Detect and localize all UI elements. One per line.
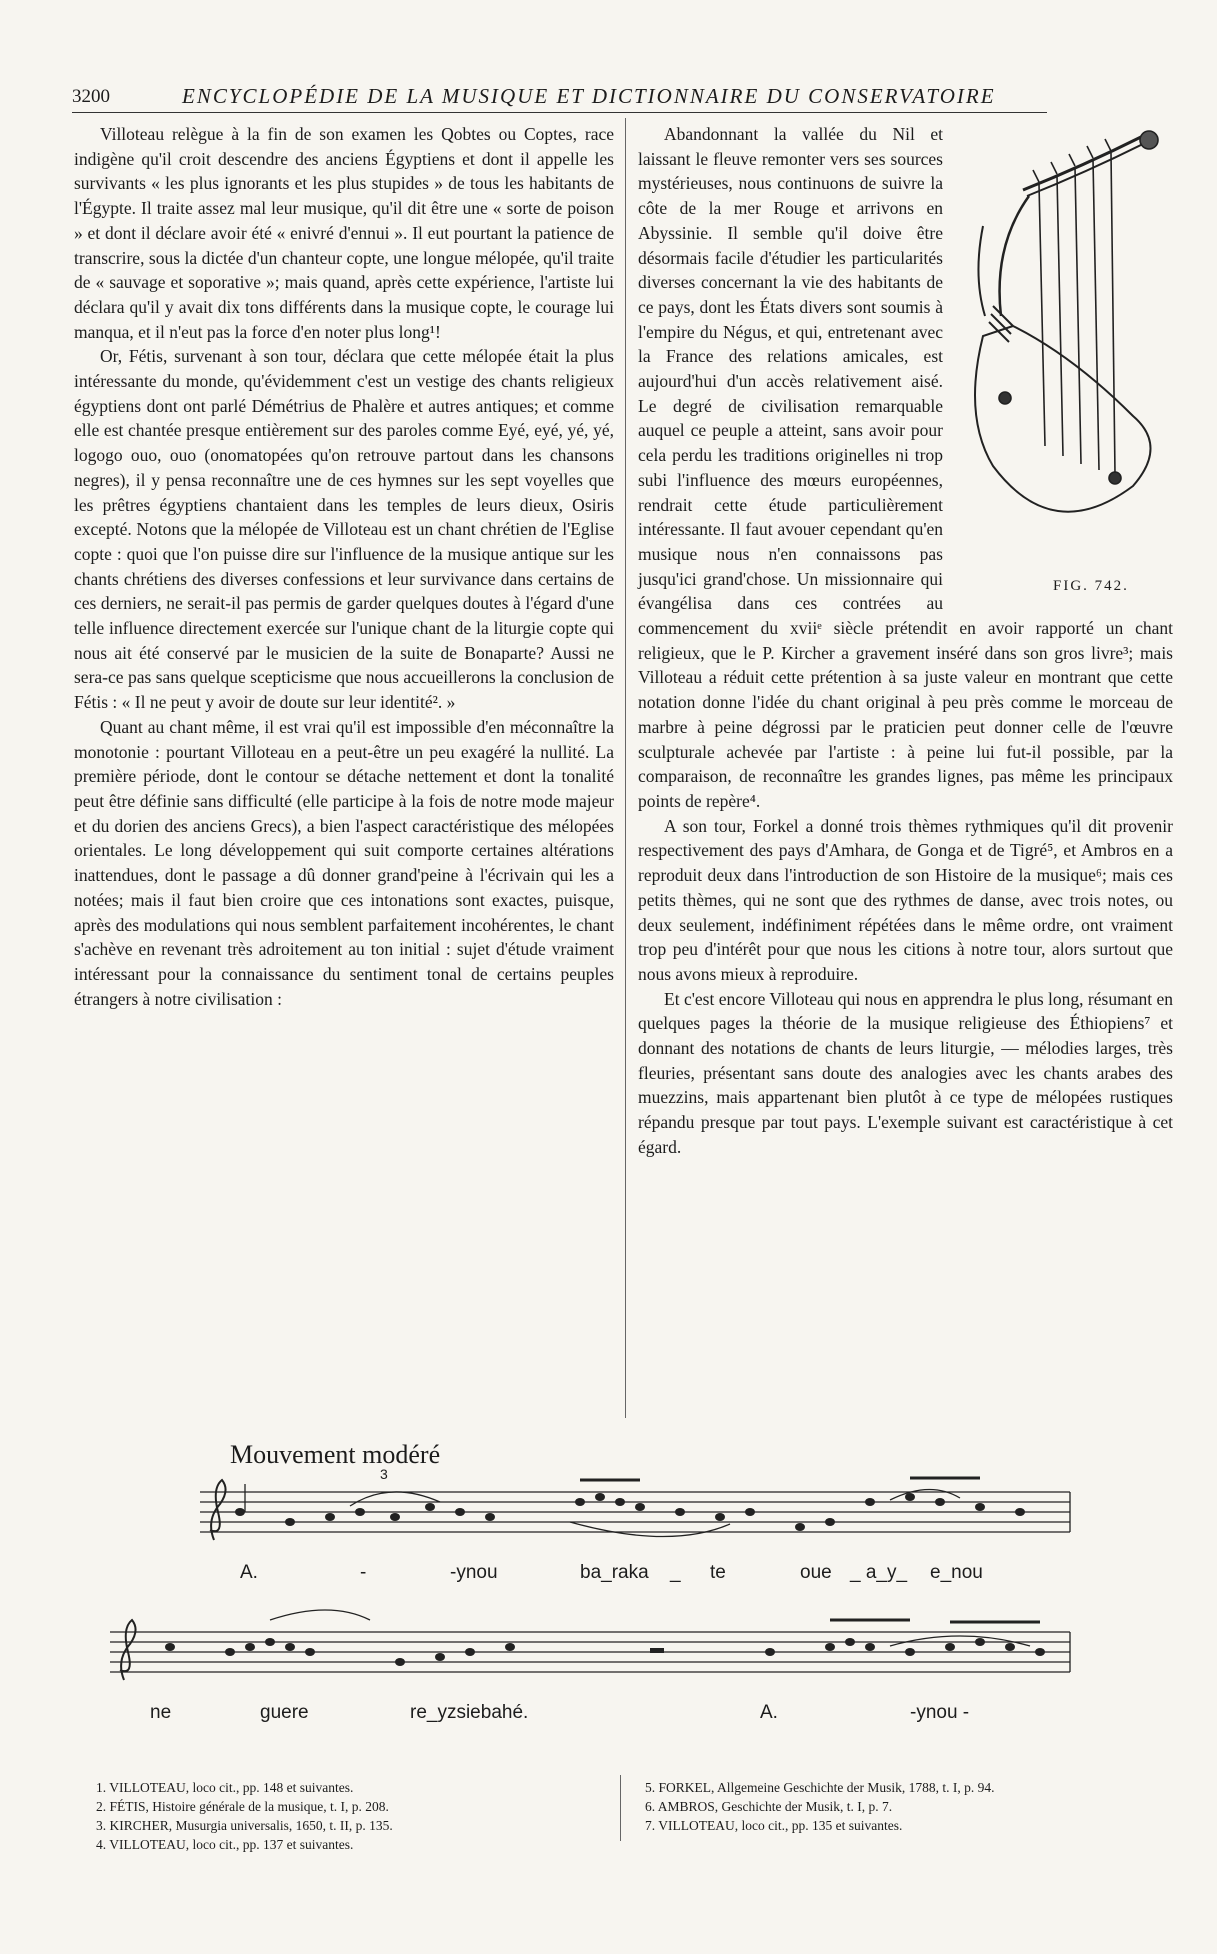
paragraph: Abandonnant la vallée du Nil et laissant le fleuve remonter vers ses sources mystérieuses, nous continuons de suivre la côte de la mer Rouge et arrivons en Abyssinie. Il semble qu'il doive être désormais facile d'étudier les particularités diverses concernant la vie des habitants de ce pays, dont les États divers sont soumis à l'empire du Négus, et qui, entretenant avec la France des relations amicales, est aujourd'hui d'un accès relativement aisé. Le degré de civilisation remarquable auquel ce peuple a atteint, sans avoir pour cela perdu les traditions originelles ni trop subi l'influence des mœurs européennes, rendrait cette étude particulièrement intéressante. Il faut avouer cependant qu'en musique nous n'en connaissons pas jusqu'ici grand'chose. Un missionnaire qui évangélisa dans ces contrées au commencement du xviiᵉ siècle prétendit en avoir rapporté un chant religieux, que le P. Kircher a gravement inséré dans son gros livre³; mais Villoteau a réduit cette prétention à sa juste valeur en montrant que cette notation donne l'idée du chant original à peu près comme le morceau de marbre à peine dégrossi par le praticien peut donner celle de l'œuvre sculpturale achevée par l'artiste : à peine lui fut-il possible, par la comparaison, de reconnaître les grandes lignes, pas même les principaux points de repère⁴. <box>638 124 1173 811</box>
footnote: 5. FORKEL, Allgemeine Geschichte der Musik, 1788, t. I, p. 94. <box>645 1780 995 1795</box>
page-number: 3200 <box>72 86 110 107</box>
music-staff-illustration <box>110 1440 1110 1740</box>
figure-lyre <box>953 126 1173 610</box>
lyric: re_yzsiebahé. <box>410 1702 529 1723</box>
lyric: _ <box>670 1562 681 1583</box>
lyric: guere <box>260 1702 309 1723</box>
running-title: ENCYCLOPÉDIE DE LA MUSIQUE ET DICTIONNAIRE DU CONSERVATOIRE <box>182 84 996 108</box>
tempo-marking: Mouvement modéré <box>230 1440 441 1469</box>
lyric: -ynou - <box>910 1702 970 1723</box>
lyric: -ynou <box>450 1562 498 1583</box>
footnote: 3. KIRCHER, Musurgia universalis, 1650, t. II, p. 135. <box>96 1818 393 1833</box>
lyric: te <box>710 1562 726 1583</box>
paragraph: Et c'est encore Villoteau qui nous en apprendra le plus long, résumant en quelques pages la théorie de la musique religieuse des Éthiopiens⁷ et donnant des notations de chants de leurs liturgie, — mélodies larges, très fleuries, présentant sans doute des analogies avec les chants arabes des muezzins, mais appartenant bien plutôt à ce type de mélopées rustiques répandu presque par tout pays. L'exemple suivant est caractéristique à cet égard. <box>638 988 1173 1157</box>
column-divider <box>625 118 626 1418</box>
footnote: 6. AMBROS, Geschichte der Musik, t. I, p. 7. <box>645 1799 893 1814</box>
lyric: A. <box>240 1562 258 1583</box>
lyric: A. <box>760 1702 778 1723</box>
right-column <box>638 122 1173 1160</box>
lyre-illustration-icon <box>953 126 1173 566</box>
paragraph: Quant au chant même, il est vrai qu'il est impossible d'en méconnaître la monotonie : pourtant Villoteau en a peut-être un peu exagéré la nullité. La première période, dont le contour se détache nettement et dont la tonalité peut être définie sans difficulté (elle participe à la fois de notre mode majeur et du dorien des anciens Grecs), a bien l'aspect caractéristique des mélopées orientales. Le long développement qui suit comporte certaines altérations inattendues, dont le passage a dû donner grand'peine à l'écrivain qui les a notées; mais il faut bien croire que ces intonations sont exactes, puisque, après des modulations qui nous semblent parfaitement incohérentes, le chant s'achève en revenant très adroitement au ton initial : sujet d'étude vraiment intéressant pour la connaissance du sentiment tonal de certains peuples étrangers à notre civilisation : <box>74 716 614 1009</box>
header-rule <box>72 112 1047 113</box>
paragraph: Villoteau relègue à la fin de son examen les Qobtes ou Coptes, race indigène qu'il croit descendre des anciens Égyptiens et dont il appelle les survivants « les plus ignorants et les plus stupides » de tous les habitants de l'Égypte. Il traite assez mal leur musique, qu'il dit être une « sorte de poison » et dont il déclare avoir été « enivré d'ennui ». Il eut pourtant la patience de transcrire, sous la dictée d'un chanteur copte, une longue mélopée, qu'il traite de « sauvage et soporative »; mais quand, après cette expérience, l'artiste lui déclara qu'il y avait dix tons différents dans la musique copte, le courage lui manqua, et il n'eut pas la force d'en noter plus long¹! <box>74 124 614 342</box>
left-column <box>74 122 614 1011</box>
lyric: _ a_y_ <box>850 1562 908 1583</box>
lyric: oue <box>800 1562 832 1583</box>
page-header <box>72 84 1052 114</box>
paragraph: Or, Fétis, survenant à son tour, déclara que cette mélopée était la plus intéressante du monde, qu'évidemment c'est un vestige des chants religieux égyptiens dont ont parlé Démétrius de Phalère et autres antiques; et comme elle est chantée presque entièrement sur des paroles comme Eyé, eyé, yé, yé, logogo ouo, ouo (onomatopées qu'on retrouve partout dans les chansons negres), il y pensa reconnaître une de ces hymnes sur les sept voyelles que les prêtres égyptiens chantaient dans les temples de leurs dieux, Osiris excepté. Notons que la mélopée de Villoteau est un chant chrétien de l'Eglise copte : quoi que l'on puisse dire sur l'influence de la musique antique sur les chants chrétiens des diverses confessions et leur survivance dans certains de ces derniers, ne serait-il pas permis de garder quelques doutes à l'égard d'une telle influence directement exercée sur l'unique chant de la liturgie copte qui nous ait été conservé par le musicien de la suite de Bonaparte? Aussi ne sera-ce pas sans quelque scepticisme que nous accueillerons la conclusion de Fétis : « Il ne peut y avoir de doute sur leur identité². » <box>74 346 614 713</box>
figure-caption: FIG. 742. <box>1053 578 1129 594</box>
lyric: ba_raka <box>580 1562 649 1583</box>
footnote: 2. FÉTIS, Histoire générale de la musique, t. I, p. 208. <box>96 1799 389 1814</box>
lyric: e_nou <box>930 1562 983 1583</box>
footnote: 1. VILLOTEAU, loco cit., pp. 148 et suivantes. <box>96 1780 354 1795</box>
lyric: ne <box>150 1702 172 1723</box>
footnote: 4. VILLOTEAU, loco cit., pp. 137 et suivantes. <box>96 1837 354 1852</box>
footnote-divider <box>620 1775 621 1841</box>
paragraph: A son tour, Forkel a donné trois thèmes rythmiques qu'il dit provenir respectivement des pays d'Amhara, de Gonga et de Tigré⁵, et Ambros en a reproduit deux dans l'introduction de son Histoire de la musique⁶; mais ces petits thèmes, qui ne sont que des rythmes de danse, avec trois notes, ou deux seulement, indéfiniment répétées dans le même ordre, ont vraiment trop peu d'intérêt pour que nous les citions à notre tour, alors surtout que nous avons mieux à reproduire. <box>638 815 1173 984</box>
footnotes-left <box>96 1778 596 1854</box>
triplet-mark: 3 <box>380 1466 388 1482</box>
footnote: 7. VILLOTEAU, loco cit., pp. 135 et suivantes. <box>645 1818 903 1833</box>
footnotes-right <box>645 1778 1165 1835</box>
music-example <box>110 1440 1110 1740</box>
lyric: - <box>360 1562 367 1583</box>
